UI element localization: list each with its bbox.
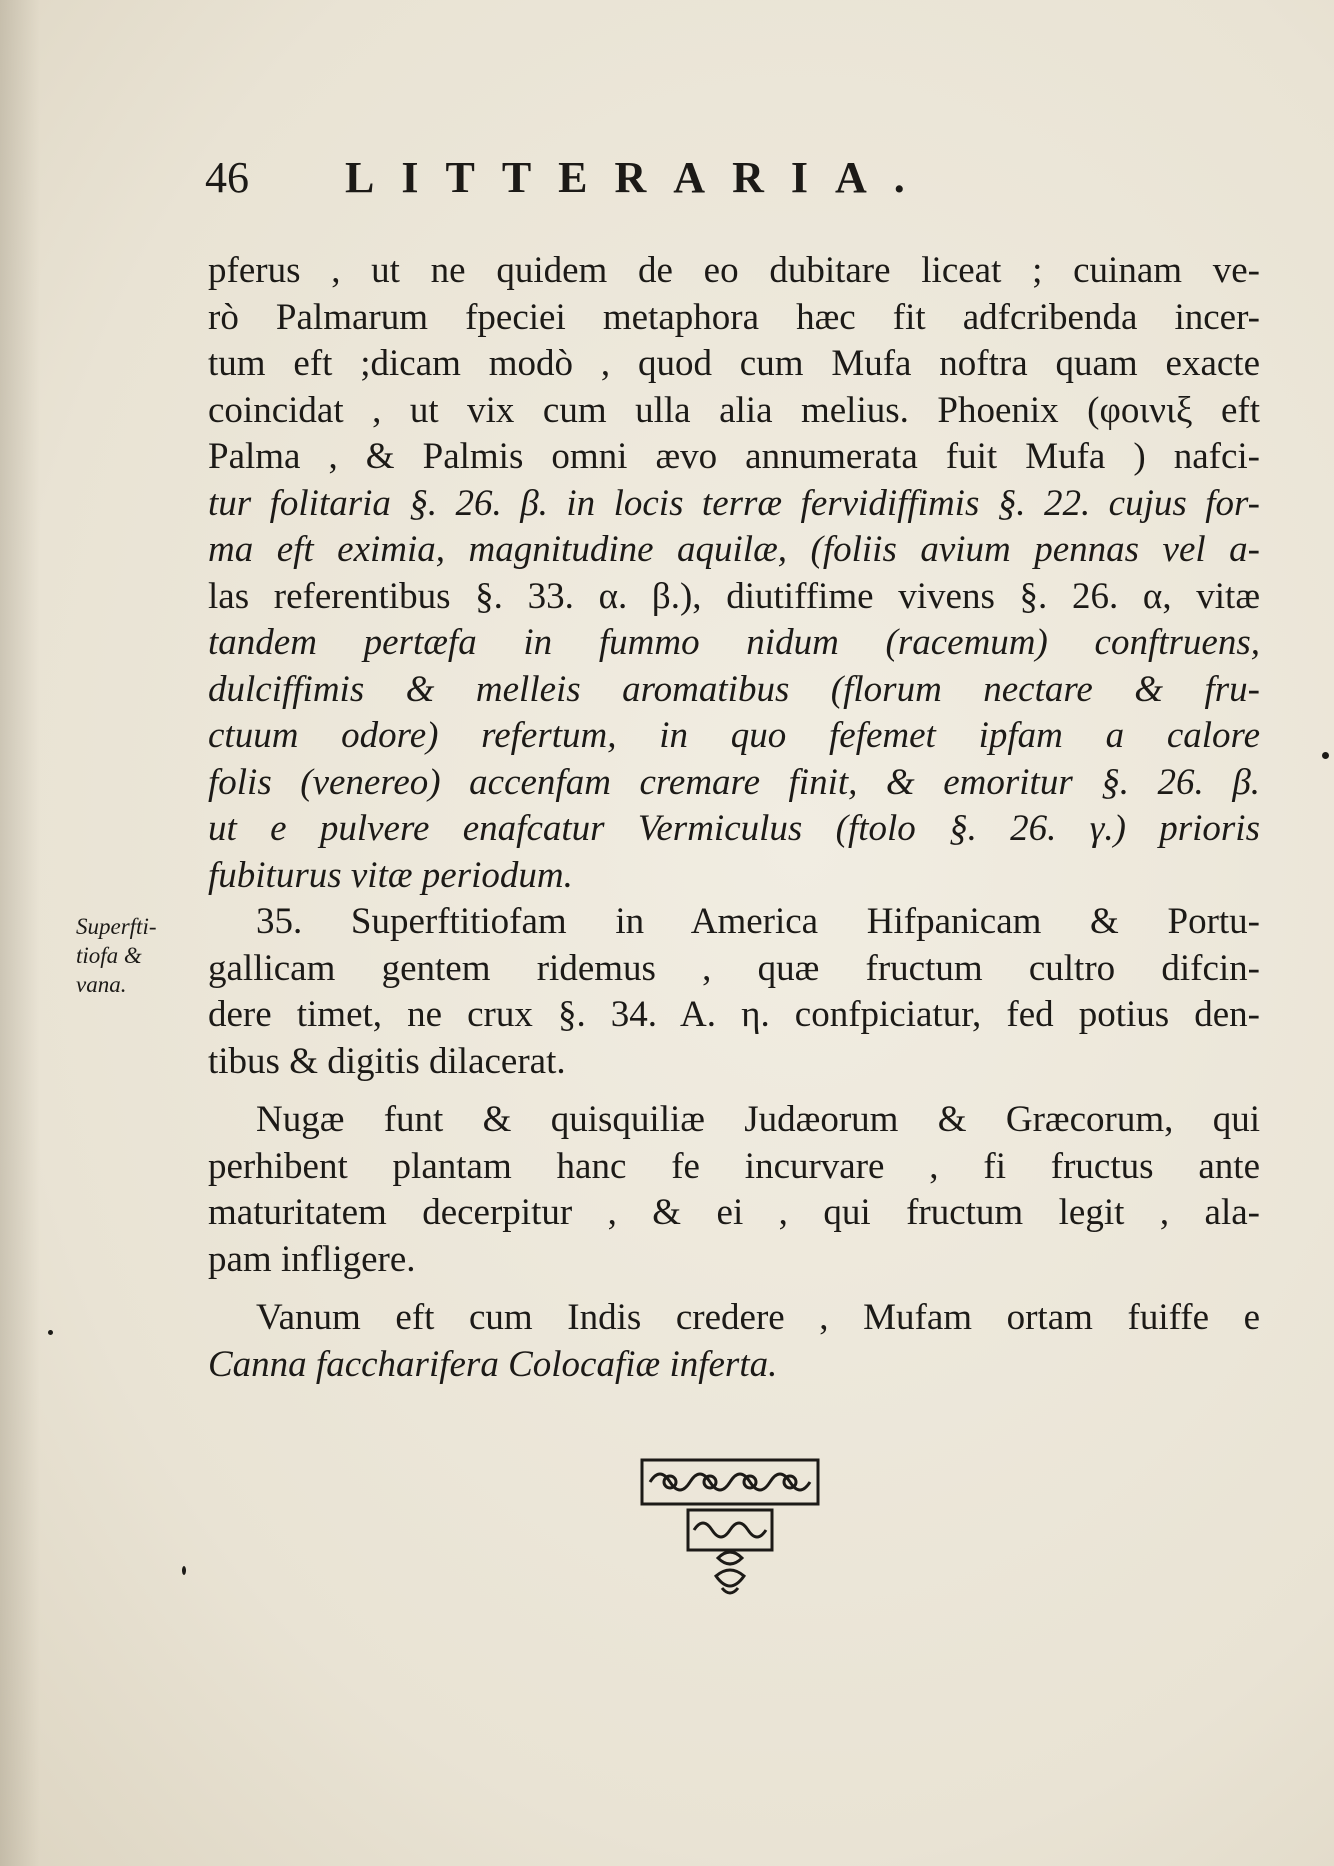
text-line: perhibent plantam hanc fe incurvare , fi fructus ante [208, 1145, 1260, 1187]
text-line: rò Palmarum fpeciei metaphora hæc fit adfcribenda incer- [208, 296, 1260, 338]
text-line: pferus , ut ne quidem de eo dubitare liceat ; cuinam ve- [208, 250, 1260, 291]
text-line: las referentibus §. 33. α. β.), diutiffime vivens §. 26. α, vitæ [208, 575, 1260, 617]
text-line-italic: dulciffimis & melleis aromatibus (florum nectare & fru- [208, 668, 1260, 710]
ink-speck [1322, 752, 1329, 759]
text-line: pam infligere. [208, 1238, 416, 1280]
text-line: Palma , & Palmis omni ævo annumerata fuit Mufa ) nafci- [208, 436, 1260, 477]
text-line-italic: ctuum odore) refertum, in quo fefemet ipfam a calore [208, 715, 1260, 756]
text-line: coincidat , ut vix cum ulla alia melius. Phoenix (φοινιξ eft [208, 389, 1260, 431]
text-line-italic: Canna faccharifera Colocafiæ inferta. [208, 1343, 778, 1385]
text-line-italic: folis (venereo) accenfam cremare finit, & emoritur §. 26. β. [208, 761, 1260, 803]
main-text [208, 248, 1260, 1388]
marginal-note-line: vana. [76, 972, 127, 997]
page-number: 46 [205, 153, 249, 202]
text-line-italic: ut e pulvere enafcatur Vermiculus (ftolo §. 26. γ.) prioris [208, 808, 1260, 849]
text-line-italic: fubiturus vitæ periodum. [208, 854, 573, 896]
text-line: tum eft ;dicam modò , quod cum Mufa noftra quam exacte [208, 343, 1260, 384]
text-line-italic: tur folitaria §. 26. β. in locis terræ fervidiffimis §. 22. cujus for- [208, 482, 1260, 524]
paragraph-vanum-line: Vanum eft cum Indis credere , Mufam ortam fuiffe e [256, 1297, 1260, 1338]
marginal-note-line: Superfti- [76, 914, 157, 939]
page-header [205, 148, 1255, 208]
text-line: dere timet, ne crux §. 34. A. η. confpiciatur, fed potius den- [208, 994, 1260, 1035]
page-edge-shadow [0, 0, 40, 1866]
section-35-line: 35. Superftitiofam in America Hifpanicam & Portu- [256, 901, 1260, 942]
text-line: gallicam gentem ridemus , quæ fructum cultro difcin- [208, 947, 1260, 989]
marginal-note-line: tiofa & [76, 943, 142, 968]
text-line-italic: tandem pertæfa in fummo nidum (racemum) conftruens, [208, 622, 1260, 663]
paragraph-nugae-line: Nugæ funt & quisquiliæ Judæorum & Græcorum, qui [256, 1099, 1260, 1140]
ink-speck [182, 1566, 186, 1575]
text-line: maturitatem decerpitur , & ei , qui fructum legit , ala- [208, 1192, 1260, 1233]
text-line-italic: ma eft eximia, magnitudine aquilæ, (foliis avium pennas vel a- [208, 529, 1260, 570]
text-line: tibus & digitis dilacerat. [208, 1040, 566, 1082]
running-title: LITTERARIA. [345, 153, 932, 202]
marginal-note [76, 912, 196, 999]
tailpiece-ornament-icon [640, 1458, 820, 1618]
ink-speck [48, 1330, 53, 1335]
